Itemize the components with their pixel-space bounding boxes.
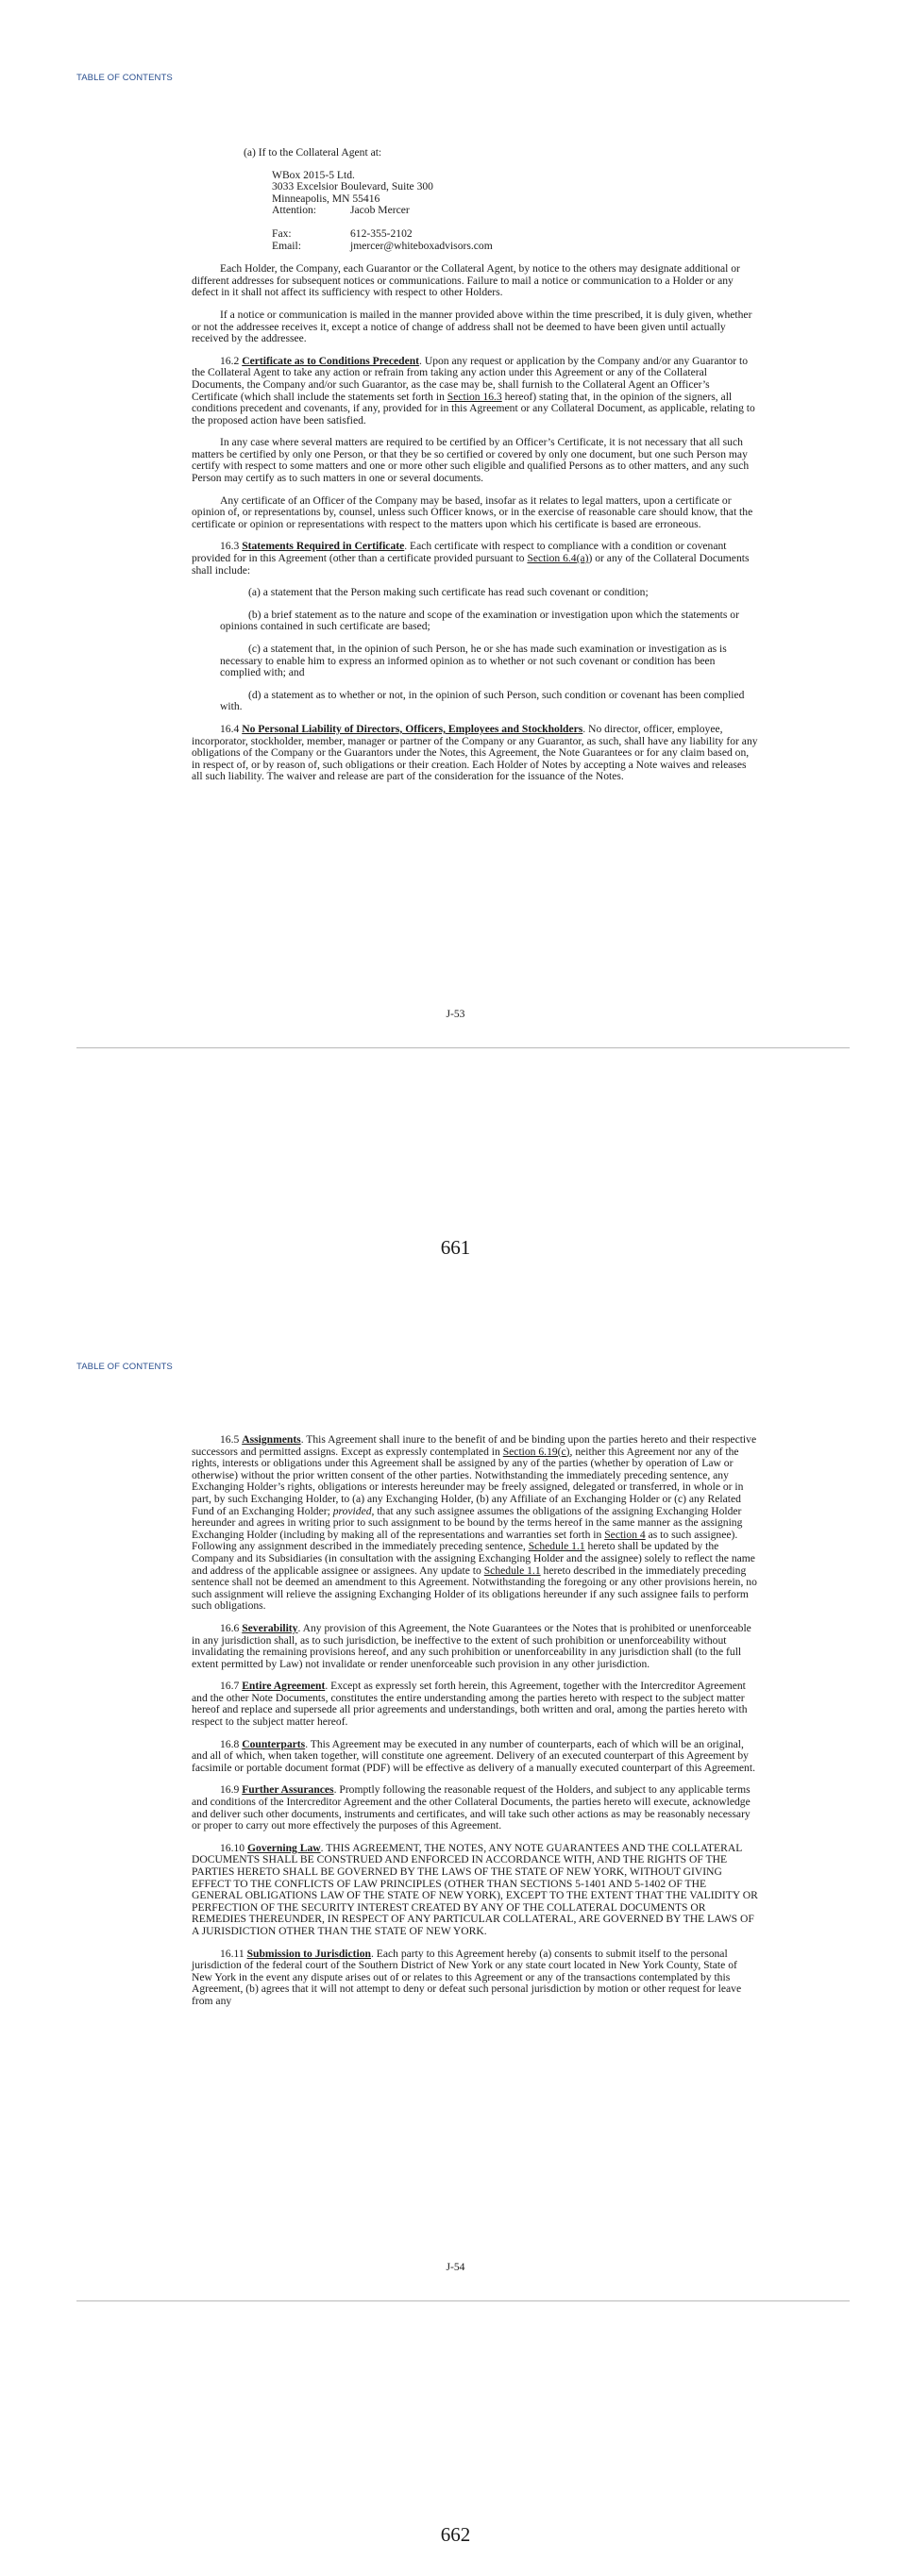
section-16-6 — [192, 1623, 758, 1670]
address-line: WBox 2015-5 Ltd. — [272, 168, 355, 181]
section-16-9 — [192, 1784, 758, 1832]
paragraph-mailed: If a notice or communication is mailed in the manner provided above within the time prescribed, it is duly given, whether or not the addressee receives it, except a notice of change of address shall not be deemed to have been given until actually received by the addressee. — [192, 308, 752, 345]
section-16-3 — [192, 541, 758, 577]
paragraph-notice: Each Holder, the Company, each Guarantor or the Collateral Agent, by notice to the others may designate additional or different addresses for subsequent notices or communications. Failure to mail a notice or communication to a Holder or any defect in it shall not affect its sufficiency with respect to other Holders. — [192, 262, 740, 299]
page-footer: J-54 — [446, 2261, 465, 2273]
section-16-7 — [192, 1681, 758, 1728]
section-16-4 — [192, 724, 758, 783]
section-text-italic: provided — [332, 1504, 372, 1517]
section-text: , neither this Agreement nor any of the rights, interests or obligations under this Agreement shall be assigned by any of the parties (whether by operation of Law or otherwise) without the prior written consent of the other parties. Notwithstanding the immediately preceding sentence, any Exchanging Holder’s rights, obligations or interests hereunder may be freely assigned, delegated or transferred, in whole or in part, by such Exchanging Holder, to (a) any Exchanging Holder, (b) any Affiliate of an Exchanging Holder or (c) any Related Fund of an Exchanging Holder; — [192, 1445, 744, 1517]
section-text: . Upon any request or application by the Company and/or any Guarantor to the Collateral Agent to take any action or refrain from taking any action under this Agreement or any of the Collateral Documents, the Company and/or such Guarantor, as the case may be, shall furnish to the Collateral Agent an Officer’s Certificate (which shall include the statements set forth in — [192, 354, 749, 403]
page-divider — [76, 2300, 850, 2301]
section-text: , that any such assignee assumes the obligations of the assigning Exchanging Holder hereunder and agrees in writing prior to such assignment to be bound by the terms hereof in the same manner as the assigning Exchanging Holder (including by making all of the representations and warranties set forth in — [192, 1504, 743, 1541]
section-number: 16.3 — [220, 540, 240, 553]
paragraph-officer: Any certificate of an Officer of the Company may be based, insofar as it relates to legal matters, upon a certificate or opinion of, or representations by, counsel, unless such Officer knows, or in the exercise of reasonable care should know, that the certificate or opinion or representations with respect to the matters upon which his certificate is based are erroneous. — [192, 493, 753, 530]
section-text: hereto described in the immediately preceding sentence shall not be deemed an amendment to this Agreement. Notwithstanding the foregoing or any other provisions herein, no such assignment will relieve the assigning Exchanging Holder of its obligations hereunder if any such assignee fails to perform such obligations. — [192, 1564, 757, 1613]
section-title: No Personal Liability of Directors, Officers, Employees and Stockholders — [242, 722, 583, 735]
section-number: 16.9 — [220, 1783, 240, 1797]
paragraph-several: In any case where several matters are required to be certified by an Officer’s Certificate, it is not necessary that all such matters be certified by only one Person, or that they be so certified or covered by only one document, but one such Person may certify with respect to some matters and one or more other such eligible and qualified Persons as to other matters, and any such Person may certify as to such matters in one or several documents. — [192, 436, 750, 485]
section-number: 16.11 — [220, 1947, 245, 1960]
section-text: . Except as expressly set forth herein, this Agreement, together with the Intercreditor Agreement and the other Note Documents, constitutes the entire understanding among the parties hereto with respect to the subject matter hereof and replace and supersede all prior agreements and understandings, both written and oral, among the parties hereto with respect to the subject matter hereof. — [192, 1680, 748, 1729]
page-footer: J-53 — [446, 1008, 465, 1020]
list-item: (c) a statement that, in the opinion of such Person, he or she has made such examination or investigation as is necessary to enable him to express an informed opinion as to whether or not such covenant or condition has been complied with; and — [220, 643, 727, 679]
section-reference-link[interactable]: Section 6.4(a) — [527, 552, 589, 565]
attention-label: Attention: — [272, 204, 317, 217]
section-text: as to such assignee). Following any assignment described in the immediately preceding sentence, — [192, 1528, 738, 1553]
section-text: hereto shall be updated by the Company and its Subsidiaries (in consultation with the assigning Exchanging Holder and the assignee) solely to reflect the name and address of the applicable assignee or assignees. Any update to — [192, 1540, 755, 1577]
email-row — [272, 241, 758, 253]
section-text: . Any provision of this Agreement, the Note Guarantees or the Notes that is prohibited or unenforceable in any jurisdiction shall, as to such jurisdiction, be ineffective to the extent of such prohibition or unenforceability without invalidating the remaining provisions hereof, and any such prohibition or unenforceability in any jurisdiction shall (to the full extent permitted by Law) not invalidate or render unenforceable such provision in any other jurisdiction. — [192, 1621, 751, 1670]
address-line: 3033 Excelsior Boulevard, Suite 300 — [272, 180, 433, 193]
email-label: Email: — [272, 239, 301, 252]
section-reference-link[interactable]: Section 6.19(c) — [502, 1445, 570, 1458]
section-title: Assignments — [242, 1433, 301, 1446]
fax-row — [272, 228, 758, 241]
section-reference-link[interactable]: Section 4 — [604, 1528, 646, 1541]
address-intro: (a) If to the Collateral Agent at: — [244, 146, 382, 159]
email-value: jmercer@whiteboxadvisors.com — [350, 239, 493, 252]
section-text: ) or any of the Collateral Documents shall include: — [192, 552, 750, 577]
section-text: . THIS AGREEMENT, THE NOTES, ANY NOTE GUARANTEES AND THE COLLATERAL DOCUMENTS SHALL BE CONSTRUED AND ENFORCED IN ACCORDANCE WITH, AND THE RIGHTS OF THE PARTIES HERETO SHALL BE GOVERNED BY THE LAWS OF THE STATE OF NEW YORK, WITHOUT GIVING EFFECT TO THE CONFLICTS OF LAW PRINCIPLES (OTHER THAN SECTIONS 5-1401 AND 5-1402 OF THE GENERAL OBLIGATIONS LAW OF THE STATE OF NEW YORK), EXCEPT TO THE EXTENT THAT THE VALIDITY OR PERFECTION OF THE SECURITY INTEREST CREATED BY ANY OF THE COLLATERAL DOCUMENTS OR REMEDIES THEREUNDER, IN RESPECT OF ANY PARTICULAR COLLATERAL, ARE GOVERNED BY THE LAWS OF A JURISDICTION OTHER THAN THE STATE OF NEW YORK. — [192, 1841, 758, 1937]
section-title: Submission to Jurisdiction — [246, 1947, 371, 1960]
section-16-10 — [192, 1843, 758, 1938]
page-divider — [76, 1047, 850, 1048]
schedule-reference-link[interactable]: Schedule 1.1 — [483, 1564, 541, 1577]
section-title: Counterparts — [242, 1737, 306, 1750]
section-text: . Each certificate with respect to compliance with a condition or covenant provided for in this Agreement (other than a certificate provided pursuant to — [192, 540, 727, 565]
page-number: 662 — [440, 2523, 471, 2546]
list-item: (a) a statement that the Person making such certificate has read such covenant or condition; — [248, 586, 649, 599]
section-title: Entire Agreement — [242, 1680, 326, 1693]
schedule-reference-link[interactable]: Schedule 1.1 — [528, 1540, 585, 1553]
section-title: Governing Law — [247, 1841, 321, 1854]
section-number: 16.7 — [220, 1680, 240, 1693]
fax-value: 612-355-2102 — [350, 226, 413, 240]
section-title: Further Assurances — [242, 1783, 334, 1797]
section-16-8 — [192, 1739, 758, 1775]
page-number: 661 — [440, 1236, 471, 1259]
section-title: Statements Required in Certificate — [242, 540, 405, 553]
section-text: . This Agreement may be executed in any number of counterparts, each of which will be an original, and all of which, when taken together, will constitute one agreement. Delivery of an executed counterpart of this Agreement by facsimile or portable document format (PDF) will be effective as delivery of a manually executed counterpart of this Agreement. — [192, 1737, 755, 1774]
section-title: Severability — [242, 1621, 298, 1634]
section-text: . Promptly following the reasonable request of the Holders, and subject to any applicable terms and conditions of the Intercreditor Agreement and the other Collateral Documents, the parties hereto will execute, acknowledge and deliver such other documents, instruments and certificates, and will take such other actions as may be reasonably necessary or proper to carry out more effectively the purposes of this Agreement. — [192, 1783, 751, 1832]
section-number: 16.2 — [220, 354, 240, 367]
table-of-contents-link[interactable]: TABLE OF CONTENTS — [76, 1362, 173, 1372]
page-1-content — [192, 147, 758, 794]
attention-value: Jacob Mercer — [350, 204, 410, 217]
list-item: (b) a brief statement as to the nature and scope of the examination or investigation upon which the statements or opinions contained in such certificate are based; — [220, 608, 739, 633]
section-text: hereof) stating that, in the opinion of the signers, all conditions precedent and covenants, if any, provided for in this Agreement or any Collateral Document, as applicable, relating to the proposed action have been satisfied. — [192, 390, 755, 427]
section-title: Certificate as to Conditions Precedent — [242, 354, 420, 367]
section-number: 16.5 — [220, 1433, 240, 1446]
section-text: . No director, officer, employee, incorporator, stockholder, member, manager or partner of the Company or any Guarantor, as such, shall have any liability for any obligations of the Company or the Guarantors under the Notes, this Agreement, the Note Guarantees or for any claim based on, in respect of, or by reason of, such obligations or their creation. Each Holder of Notes by accepting a Note waives and releases all such liability. The waiver and release are part of the consideration for the issuance of the Notes. — [192, 722, 758, 783]
section-16-2 — [192, 356, 758, 427]
section-text: . Each party to this Agreement hereby (a) consents to submit itself to the personal jurisdiction of the federal court of the Southern District of New York or any state court located in New York County, State of New York in the event any dispute arises out of or relates to this Agreement or any of the transactions contemplated by this Agreement, (b) agrees that it will not attempt to deny or defeat such personal jurisdiction by motion or other request for leave from any — [192, 1947, 742, 2007]
section-number: 16.4 — [220, 722, 240, 735]
table-of-contents-link[interactable]: TABLE OF CONTENTS — [76, 73, 173, 83]
section-16-5 — [192, 1434, 758, 1613]
address-line: Minneapolis, MN 55416 — [272, 192, 380, 205]
section-reference-link[interactable]: Section 16.3 — [447, 390, 502, 403]
fax-label: Fax: — [272, 226, 292, 240]
section-number: 16.10 — [220, 1841, 245, 1854]
section-text: . This Agreement shall inure to the benefit of and be binding upon the parties hereto and their respective successors and permitted assigns. Except as expressly contemplated in — [192, 1433, 757, 1458]
collateral-agent-address — [192, 147, 758, 252]
section-number: 16.6 — [220, 1621, 240, 1634]
attention-row — [272, 205, 758, 217]
section-number: 16.8 — [220, 1737, 240, 1750]
list-item: (d) a statement as to whether or not, in the opinion of such Person, such condition or covenant has been complied with. — [220, 688, 745, 713]
section-16-11 — [192, 1949, 758, 2008]
page-2-content — [192, 1434, 758, 2018]
